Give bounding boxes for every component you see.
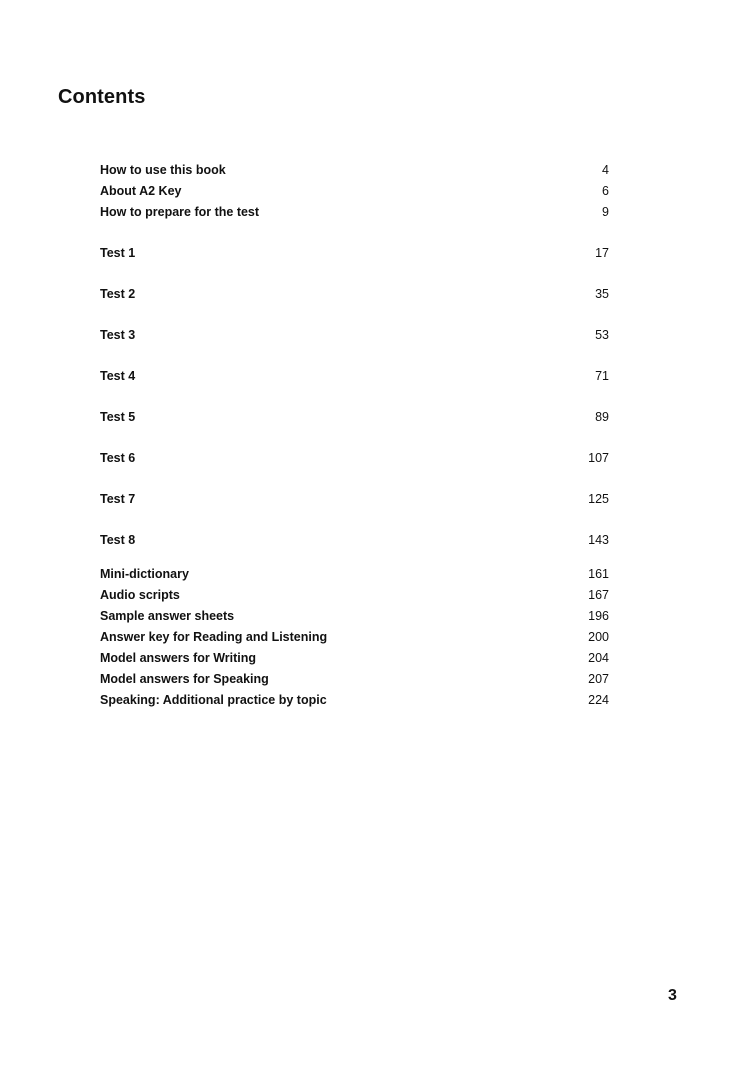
toc-entry-page: 71 (595, 369, 609, 383)
toc-entry-audio-scripts[interactable] (100, 585, 609, 606)
toc-entry-label: Model answers for Writing (100, 651, 257, 665)
toc-spacer (100, 305, 609, 325)
toc-entry-label: Test 7 (100, 492, 136, 506)
toc-spacer (100, 346, 609, 366)
toc-spacer (100, 223, 609, 243)
toc-entry-test-4[interactable] (100, 366, 609, 387)
toc-entry-speaking-additional-practice[interactable] (100, 690, 609, 711)
page-title: Contents (58, 86, 146, 108)
toc-entry-how-to-prepare[interactable] (100, 202, 609, 223)
toc-entry-label: Audio scripts (100, 588, 180, 602)
toc-entry-label: How to prepare for the test (100, 205, 260, 219)
toc-entry-page: 204 (588, 651, 609, 665)
toc-spacer (100, 428, 609, 448)
toc-entry-page: 207 (588, 672, 609, 686)
toc-entry-label: Answer key for Reading and Listening (100, 630, 328, 644)
toc-entry-label: Test 2 (100, 287, 136, 301)
toc-entry-page: 9 (602, 205, 609, 219)
toc-entry-page: 125 (588, 492, 609, 506)
toc-entry-page: 224 (588, 693, 609, 707)
toc-entry-page: 17 (595, 246, 609, 260)
toc-entry-test-3[interactable] (100, 325, 609, 346)
toc-entry-label: Test 6 (100, 451, 136, 465)
toc-entry-page: 196 (588, 609, 609, 623)
toc-entry-label: About A2 Key (100, 184, 182, 198)
toc-spacer (100, 387, 609, 407)
toc-entry-page: 4 (602, 163, 609, 177)
toc-entry-page: 161 (588, 567, 609, 581)
toc-entry-model-answers-writing[interactable] (100, 648, 609, 669)
toc-entry-page: 53 (595, 328, 609, 342)
toc-entry-label: Test 5 (100, 410, 136, 424)
page-number: 3 (668, 987, 677, 1004)
toc-entry-page: 143 (588, 533, 609, 547)
toc-entry-model-answers-speaking[interactable] (100, 669, 609, 690)
toc-entry-test-7[interactable] (100, 489, 609, 510)
toc-entry-label: Model answers for Speaking (100, 672, 269, 686)
toc-entry-label: Sample answer sheets (100, 609, 235, 623)
toc-entry-label: How to use this book (100, 163, 226, 177)
toc-spacer (100, 264, 609, 284)
toc-entry-page: 89 (595, 410, 609, 424)
toc-entry-page: 35 (595, 287, 609, 301)
toc-entry-mini-dictionary[interactable] (100, 564, 609, 585)
toc-entry-page: 6 (602, 184, 609, 198)
toc-entry-answer-key[interactable] (100, 627, 609, 648)
toc-entry-test-1[interactable] (100, 243, 609, 264)
toc-entry-test-6[interactable] (100, 448, 609, 469)
toc-entry-test-2[interactable] (100, 284, 609, 305)
table-of-contents (100, 160, 609, 711)
toc-entry-page: 167 (588, 588, 609, 602)
toc-entry-label: Speaking: Additional practice by topic (100, 693, 327, 707)
toc-entry-test-8[interactable] (100, 530, 609, 551)
toc-entry-label: Mini-dictionary (100, 567, 189, 581)
toc-entry-sample-answer-sheets[interactable] (100, 606, 609, 627)
toc-entry-label: Test 8 (100, 533, 136, 547)
toc-entry-about-a2-key[interactable] (100, 181, 609, 202)
toc-spacer (100, 469, 609, 489)
toc-entry-page: 107 (588, 451, 609, 465)
toc-entry-test-5[interactable] (100, 407, 609, 428)
toc-entry-label: Test 1 (100, 246, 136, 260)
toc-entry-label: Test 4 (100, 369, 136, 383)
toc-entry-page: 200 (588, 630, 609, 644)
toc-spacer (100, 510, 609, 530)
toc-entry-label: Test 3 (100, 328, 136, 342)
toc-entry-how-to-use[interactable] (100, 160, 609, 181)
toc-spacer (100, 551, 609, 564)
